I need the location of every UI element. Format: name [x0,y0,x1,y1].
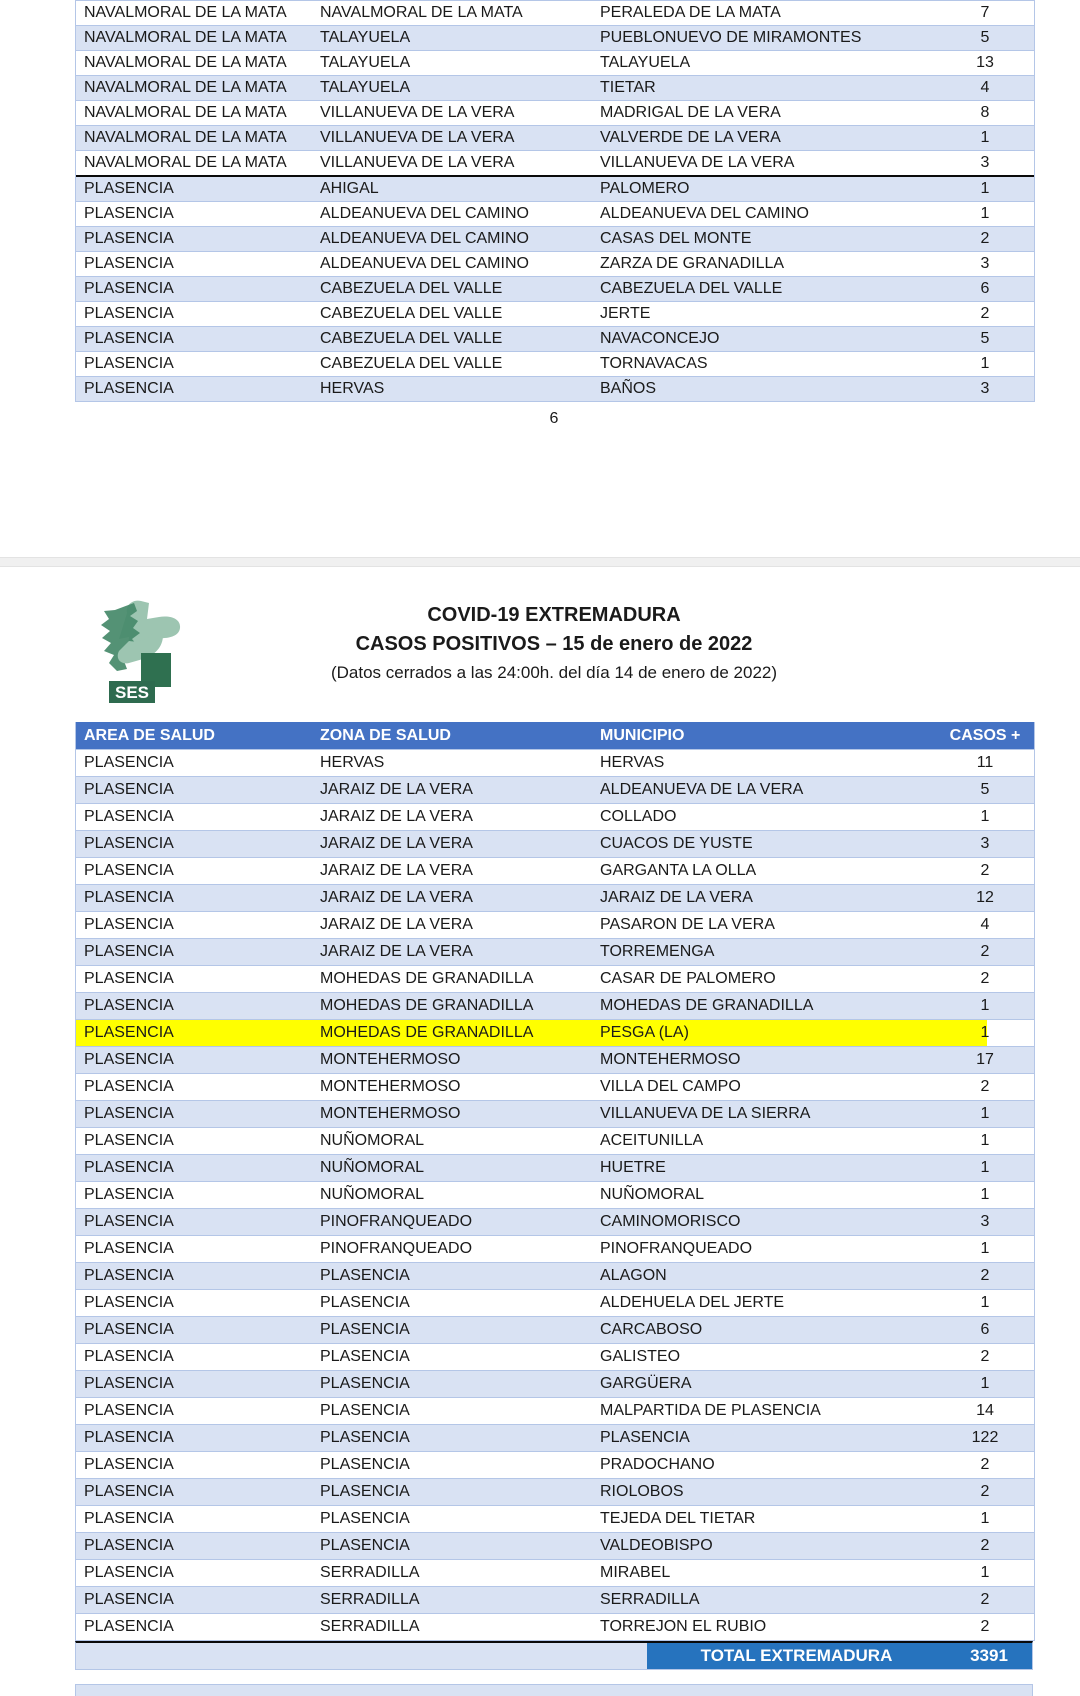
cell-casos: 14 [936,1398,1034,1425]
cell-area-de-salud: PLASENCIA [76,885,312,912]
ses-logo-graphic [89,597,201,705]
header-row [76,722,1034,750]
cell-area-de-salud: NAVALMORAL DE LA MATA [76,126,312,151]
cell-zona-de-salud: NUÑOMORAL [312,1128,592,1155]
ses-logo [89,597,201,705]
cell-casos: 6 [936,277,1034,302]
page-number: 6 [549,410,559,427]
cell-municipio: PINOFRANQUEADO [592,1236,936,1263]
cell-zona-de-salud: PLASENCIA [312,1263,592,1290]
cell-casos: 2 [936,966,1034,993]
cell-zona-de-salud: JARAIZ DE LA VERA [312,858,592,885]
cell-casos: 1 [936,1560,1034,1587]
cell-zona-de-salud: SERRADILLA [312,1587,592,1614]
cell-area-de-salud: PLASENCIA [76,377,312,402]
cell-casos: 1 [936,1155,1034,1182]
cell-municipio: COLLADO [592,804,936,831]
cell-casos: 4 [936,912,1034,939]
cell-municipio: VILLA DEL CAMPO [592,1074,936,1101]
page-6 [0,0,1080,557]
report-title: COVID-19 EXTREMADURA [427,604,681,626]
cell-area-de-salud: PLASENCIA [76,177,312,202]
table-row [76,1371,1034,1398]
cell-municipio: MONTEHERMOSO [592,1047,936,1074]
cell-municipio: PALOMERO [592,177,936,202]
cell-casos: 2 [936,1614,1034,1641]
table-row [76,327,1034,352]
cell-casos: 2 [936,1533,1034,1560]
cell-area-de-salud: PLASENCIA [76,912,312,939]
table-row [76,51,1034,76]
report-titles [75,567,1033,683]
table-row [76,227,1034,252]
cases-table-page-6-body [76,1,1034,402]
cell-municipio: CASAR DE PALOMERO [592,966,936,993]
cell-municipio: MALPARTIDA DE PLASENCIA [592,1398,936,1425]
cell-casos: 3 [936,1209,1034,1236]
cell-area-de-salud: PLASENCIA [76,1101,312,1128]
cell-casos: 1 [936,1020,1034,1047]
cell-zona-de-salud: NUÑOMORAL [312,1182,592,1209]
cell-zona-de-salud: PINOFRANQUEADO [312,1236,592,1263]
cell-municipio: PLASENCIA [592,1425,936,1452]
cell-area-de-salud: NAVALMORAL DE LA MATA [76,1,312,26]
cell-zona-de-salud: PINOFRANQUEADO [312,1209,592,1236]
table-row [76,1236,1034,1263]
cell-casos: 2 [936,227,1034,252]
column-header-area-de-salud: AREA DE SALUD [76,722,312,750]
cell-zona-de-salud: PLASENCIA [312,1479,592,1506]
cell-zona-de-salud: MOHEDAS DE GRANADILLA [312,1020,592,1047]
cell-municipio: HERVAS [592,750,936,777]
table-row [76,1452,1034,1479]
cell-zona-de-salud: VILLANUEVA DE LA VERA [312,101,592,126]
table-row [76,777,1034,804]
table-row [76,252,1034,277]
table-row [76,202,1034,227]
cell-municipio: GALISTEO [592,1344,936,1371]
cell-area-de-salud: PLASENCIA [76,1020,312,1047]
cell-zona-de-salud: NUÑOMORAL [312,1155,592,1182]
cell-casos: 5 [936,26,1034,51]
cell-area-de-salud: NAVALMORAL DE LA MATA [76,26,312,51]
cell-casos: 6 [936,1317,1034,1344]
cell-municipio: RIOLOBOS [592,1479,936,1506]
cell-zona-de-salud: PLASENCIA [312,1398,592,1425]
cell-zona-de-salud: PLASENCIA [312,1506,592,1533]
cell-zona-de-salud: MONTEHERMOSO [312,1074,592,1101]
cell-casos: 2 [936,1587,1034,1614]
cell-municipio: TEJEDA DEL TIETAR [592,1506,936,1533]
cell-municipio: CARCABOSO [592,1317,936,1344]
table-row [76,1047,1034,1074]
report-header [75,567,1033,722]
cell-casos: 17 [936,1047,1034,1074]
cell-municipio: ALDEHUELA DEL JERTE [592,1290,936,1317]
total-row-spacer [76,1643,647,1669]
ses-logo-label: SES [114,683,150,702]
column-header-casos: CASOS + [936,722,1034,750]
cell-casos: 2 [936,1344,1034,1371]
cell-area-de-salud: PLASENCIA [76,804,312,831]
cell-zona-de-salud: PLASENCIA [312,1317,592,1344]
cell-zona-de-salud: VILLANUEVA DE LA VERA [312,151,592,177]
cell-zona-de-salud: CABEZUELA DEL VALLE [312,352,592,377]
cell-casos: 2 [936,1479,1034,1506]
cell-casos: 1 [936,804,1034,831]
cell-zona-de-salud: MONTEHERMOSO [312,1047,592,1074]
cell-area-de-salud: NAVALMORAL DE LA MATA [76,151,312,177]
cell-area-de-salud: PLASENCIA [76,1452,312,1479]
cell-casos: 13 [936,51,1034,76]
table-row [76,177,1034,202]
cell-municipio: TORREMENGA [592,939,936,966]
cell-zona-de-salud: HERVAS [312,377,592,402]
cell-area-de-salud: PLASENCIA [76,939,312,966]
table-row [76,939,1034,966]
table-row [76,126,1034,151]
page-7 [0,567,1080,1696]
cell-area-de-salud: PLASENCIA [76,777,312,804]
cell-area-de-salud: NAVALMORAL DE LA MATA [76,76,312,101]
cell-casos: 2 [936,1452,1034,1479]
cell-area-de-salud: PLASENCIA [76,1560,312,1587]
table-row [76,1020,1034,1047]
cell-zona-de-salud: PLASENCIA [312,1344,592,1371]
table-row [76,831,1034,858]
cell-municipio: VALVERDE DE LA VERA [592,126,936,151]
table-row [76,76,1034,101]
cell-zona-de-salud: JARAIZ DE LA VERA [312,831,592,858]
cell-casos: 1 [936,1371,1034,1398]
cases-table [75,722,1035,1641]
cell-area-de-salud: PLASENCIA [76,1074,312,1101]
report-subtitle: CASOS POSITIVOS – 15 de enero de 2022 [355,633,753,655]
cell-casos: 1 [936,993,1034,1020]
cell-casos: 7 [936,1,1034,26]
table-row [76,912,1034,939]
cell-municipio: NAVACONCEJO [592,327,936,352]
cell-zona-de-salud: PLASENCIA [312,1425,592,1452]
cell-area-de-salud: PLASENCIA [76,327,312,352]
cell-zona-de-salud: TALAYUELA [312,26,592,51]
cell-municipio: PUEBLONUEVO DE MIRAMONTES [592,26,936,51]
page-6-content [75,0,1033,402]
table-row [76,1344,1034,1371]
cell-casos: 122 [936,1425,1034,1452]
table-row [76,1533,1034,1560]
cell-casos: 1 [936,1290,1034,1317]
table-row [76,151,1034,177]
page-7-content [75,567,1033,1670]
cell-municipio: MIRABEL [592,1560,936,1587]
cell-zona-de-salud: PLASENCIA [312,1371,592,1398]
cell-municipio: ALDEANUEVA DEL CAMINO [592,202,936,227]
table-row [76,1398,1034,1425]
table-row [76,352,1034,377]
column-header-municipio: MUNICIPIO [592,722,936,750]
cell-zona-de-salud: MOHEDAS DE GRANADILLA [312,993,592,1020]
total-value: 3391 [970,1646,1008,1665]
cell-zona-de-salud: CABEZUELA DEL VALLE [312,327,592,352]
cell-casos: 1 [936,1182,1034,1209]
cases-table-body [76,750,1034,1641]
table-row [76,1614,1034,1641]
cell-zona-de-salud: ALDEANUEVA DEL CAMINO [312,252,592,277]
cell-zona-de-salud: JARAIZ DE LA VERA [312,912,592,939]
table-row [76,1560,1034,1587]
cell-municipio: GARGANTA LA OLLA [592,858,936,885]
cell-casos: 2 [936,302,1034,327]
cell-area-de-salud: PLASENCIA [76,1155,312,1182]
cell-municipio: TORREJON EL RUBIO [592,1614,936,1641]
table-row [76,966,1034,993]
cell-zona-de-salud: ALDEANUEVA DEL CAMINO [312,227,592,252]
cell-zona-de-salud: PLASENCIA [312,1290,592,1317]
cell-municipio: VALDEOBISPO [592,1533,936,1560]
cell-casos: 1 [936,202,1034,227]
cell-zona-de-salud: NAVALMORAL DE LA MATA [312,1,592,26]
table-row [76,277,1034,302]
table-row [76,1074,1034,1101]
table-row [76,1182,1034,1209]
cell-casos: 3 [936,377,1034,402]
cell-casos: 11 [936,750,1034,777]
cell-zona-de-salud: MOHEDAS DE GRANADILLA [312,966,592,993]
table-row [76,993,1034,1020]
table-row [76,1101,1034,1128]
cell-casos: 1 [936,126,1034,151]
cell-casos: 3 [936,252,1034,277]
cell-zona-de-salud: CABEZUELA DEL VALLE [312,277,592,302]
cell-casos: 2 [936,1074,1034,1101]
cell-zona-de-salud: JARAIZ DE LA VERA [312,777,592,804]
cell-municipio: TORNAVACAS [592,352,936,377]
table-row [76,101,1034,126]
cell-area-de-salud: PLASENCIA [76,1290,312,1317]
cell-casos: 2 [936,858,1034,885]
cell-area-de-salud: PLASENCIA [76,1182,312,1209]
table-row [76,1425,1034,1452]
cell-area-de-salud: PLASENCIA [76,1614,312,1641]
cell-casos: 5 [936,777,1034,804]
cell-area-de-salud: PLASENCIA [76,1317,312,1344]
column-header-zona-de-salud: ZONA DE SALUD [312,722,592,750]
cell-municipio: ACEITUNILLA [592,1128,936,1155]
table-row [76,858,1034,885]
cell-municipio: ALAGON [592,1263,936,1290]
cell-area-de-salud: PLASENCIA [76,277,312,302]
cell-area-de-salud: PLASENCIA [76,1344,312,1371]
cases-table-header [76,722,1034,750]
table-row [76,885,1034,912]
cell-municipio: ZARZA DE GRANADILLA [592,252,936,277]
cell-area-de-salud: PLASENCIA [76,302,312,327]
table-row [76,1263,1034,1290]
cell-municipio: CASAS DEL MONTE [592,227,936,252]
cell-zona-de-salud: SERRADILLA [312,1614,592,1641]
cell-area-de-salud: PLASENCIA [76,202,312,227]
cell-area-de-salud: PLASENCIA [76,252,312,277]
cell-municipio: VILLANUEVA DE LA VERA [592,151,936,177]
cell-municipio: JERTE [592,302,936,327]
cases-table-page-6 [75,0,1035,402]
cell-casos: 1 [936,177,1034,202]
table-row [76,1209,1034,1236]
cell-zona-de-salud: VILLANUEVA DE LA VERA [312,126,592,151]
cell-area-de-salud: NAVALMORAL DE LA MATA [76,51,312,76]
cell-zona-de-salud: SERRADILLA [312,1560,592,1587]
cell-municipio: ALDEANUEVA DE LA VERA [592,777,936,804]
cell-zona-de-salud: ALDEANUEVA DEL CAMINO [312,202,592,227]
cell-area-de-salud: PLASENCIA [76,1587,312,1614]
cell-casos: 1 [936,1128,1034,1155]
cell-area-de-salud: PLASENCIA [76,352,312,377]
cell-municipio: NUÑOMORAL [592,1182,936,1209]
cell-zona-de-salud: JARAIZ DE LA VERA [312,804,592,831]
cell-municipio: JARAIZ DE LA VERA [592,885,936,912]
cell-area-de-salud: PLASENCIA [76,858,312,885]
cell-area-de-salud: PLASENCIA [76,1263,312,1290]
table-row [76,1587,1034,1614]
table-row [76,1317,1034,1344]
cell-casos: 2 [936,1263,1034,1290]
table-row [76,1479,1034,1506]
next-page-row-peek [75,1684,1033,1696]
cell-municipio: VILLANUEVA DE LA SIERRA [592,1101,936,1128]
cell-area-de-salud: PLASENCIA [76,1047,312,1074]
cell-casos: 1 [936,1236,1034,1263]
cell-municipio: TALAYUELA [592,51,936,76]
cell-area-de-salud: PLASENCIA [76,1236,312,1263]
page-break-separator [0,557,1080,567]
cell-municipio: PASARON DE LA VERA [592,912,936,939]
cell-zona-de-salud: JARAIZ DE LA VERA [312,939,592,966]
cell-municipio: TIETAR [592,76,936,101]
cell-municipio: CABEZUELA DEL VALLE [592,277,936,302]
table-row [76,302,1034,327]
cell-area-de-salud: PLASENCIA [76,1398,312,1425]
table-row [76,804,1034,831]
table-row [76,1506,1034,1533]
cell-municipio: CAMINOMORISCO [592,1209,936,1236]
cell-casos: 1 [936,1506,1034,1533]
cell-casos: 3 [936,831,1034,858]
cell-area-de-salud: PLASENCIA [76,993,312,1020]
cell-municipio: MOHEDAS DE GRANADILLA [592,993,936,1020]
cell-municipio: MADRIGAL DE LA VERA [592,101,936,126]
table-row [76,1128,1034,1155]
cell-area-de-salud: PLASENCIA [76,831,312,858]
table-row [76,377,1034,402]
cell-casos: 12 [936,885,1034,912]
cell-municipio: SERRADILLA [592,1587,936,1614]
cell-municipio: PESGA (LA) [592,1020,936,1047]
table-row [76,1155,1034,1182]
table-row [76,1290,1034,1317]
cell-area-de-salud: PLASENCIA [76,1128,312,1155]
cell-casos: 8 [936,101,1034,126]
report-note: (Datos cerrados a las 24:00h. del día 14 de enero de 2022) [330,663,778,682]
cell-area-de-salud: PLASENCIA [76,1209,312,1236]
cell-area-de-salud: NAVALMORAL DE LA MATA [76,101,312,126]
cell-area-de-salud: PLASENCIA [76,1506,312,1533]
cell-municipio: PERALEDA DE LA MATA [592,1,936,26]
cell-casos: 4 [936,76,1034,101]
cell-area-de-salud: PLASENCIA [76,750,312,777]
cell-area-de-salud: PLASENCIA [76,227,312,252]
cell-area-de-salud: PLASENCIA [76,1371,312,1398]
cell-municipio: PRADOCHANO [592,1452,936,1479]
cell-zona-de-salud: TALAYUELA [312,51,592,76]
cell-casos: 2 [936,939,1034,966]
cell-area-de-salud: PLASENCIA [76,1533,312,1560]
cell-casos: 5 [936,327,1034,352]
cell-zona-de-salud: HERVAS [312,750,592,777]
cell-zona-de-salud: AHIGAL [312,177,592,202]
cell-municipio: BAÑOS [592,377,936,402]
cell-area-de-salud: PLASENCIA [76,966,312,993]
cell-casos: 1 [936,352,1034,377]
cell-zona-de-salud: PLASENCIA [312,1533,592,1560]
total-box [647,1643,1032,1669]
table-row [76,26,1034,51]
cell-zona-de-salud: TALAYUELA [312,76,592,101]
cell-zona-de-salud: MONTEHERMOSO [312,1101,592,1128]
cell-casos: 3 [936,151,1034,177]
cell-municipio: GARGÜERA [592,1371,936,1398]
cell-casos: 1 [936,1101,1034,1128]
cell-municipio: CUACOS DE YUSTE [592,831,936,858]
cell-zona-de-salud: CABEZUELA DEL VALLE [312,302,592,327]
table-row [76,1,1034,26]
cell-zona-de-salud: PLASENCIA [312,1452,592,1479]
cell-municipio: HUETRE [592,1155,936,1182]
table-row [76,750,1034,777]
total-row [75,1641,1033,1670]
cell-zona-de-salud: JARAIZ DE LA VERA [312,885,592,912]
cell-area-de-salud: PLASENCIA [76,1479,312,1506]
total-label: TOTAL EXTREMADURA [700,1646,893,1665]
cell-area-de-salud: PLASENCIA [76,1425,312,1452]
